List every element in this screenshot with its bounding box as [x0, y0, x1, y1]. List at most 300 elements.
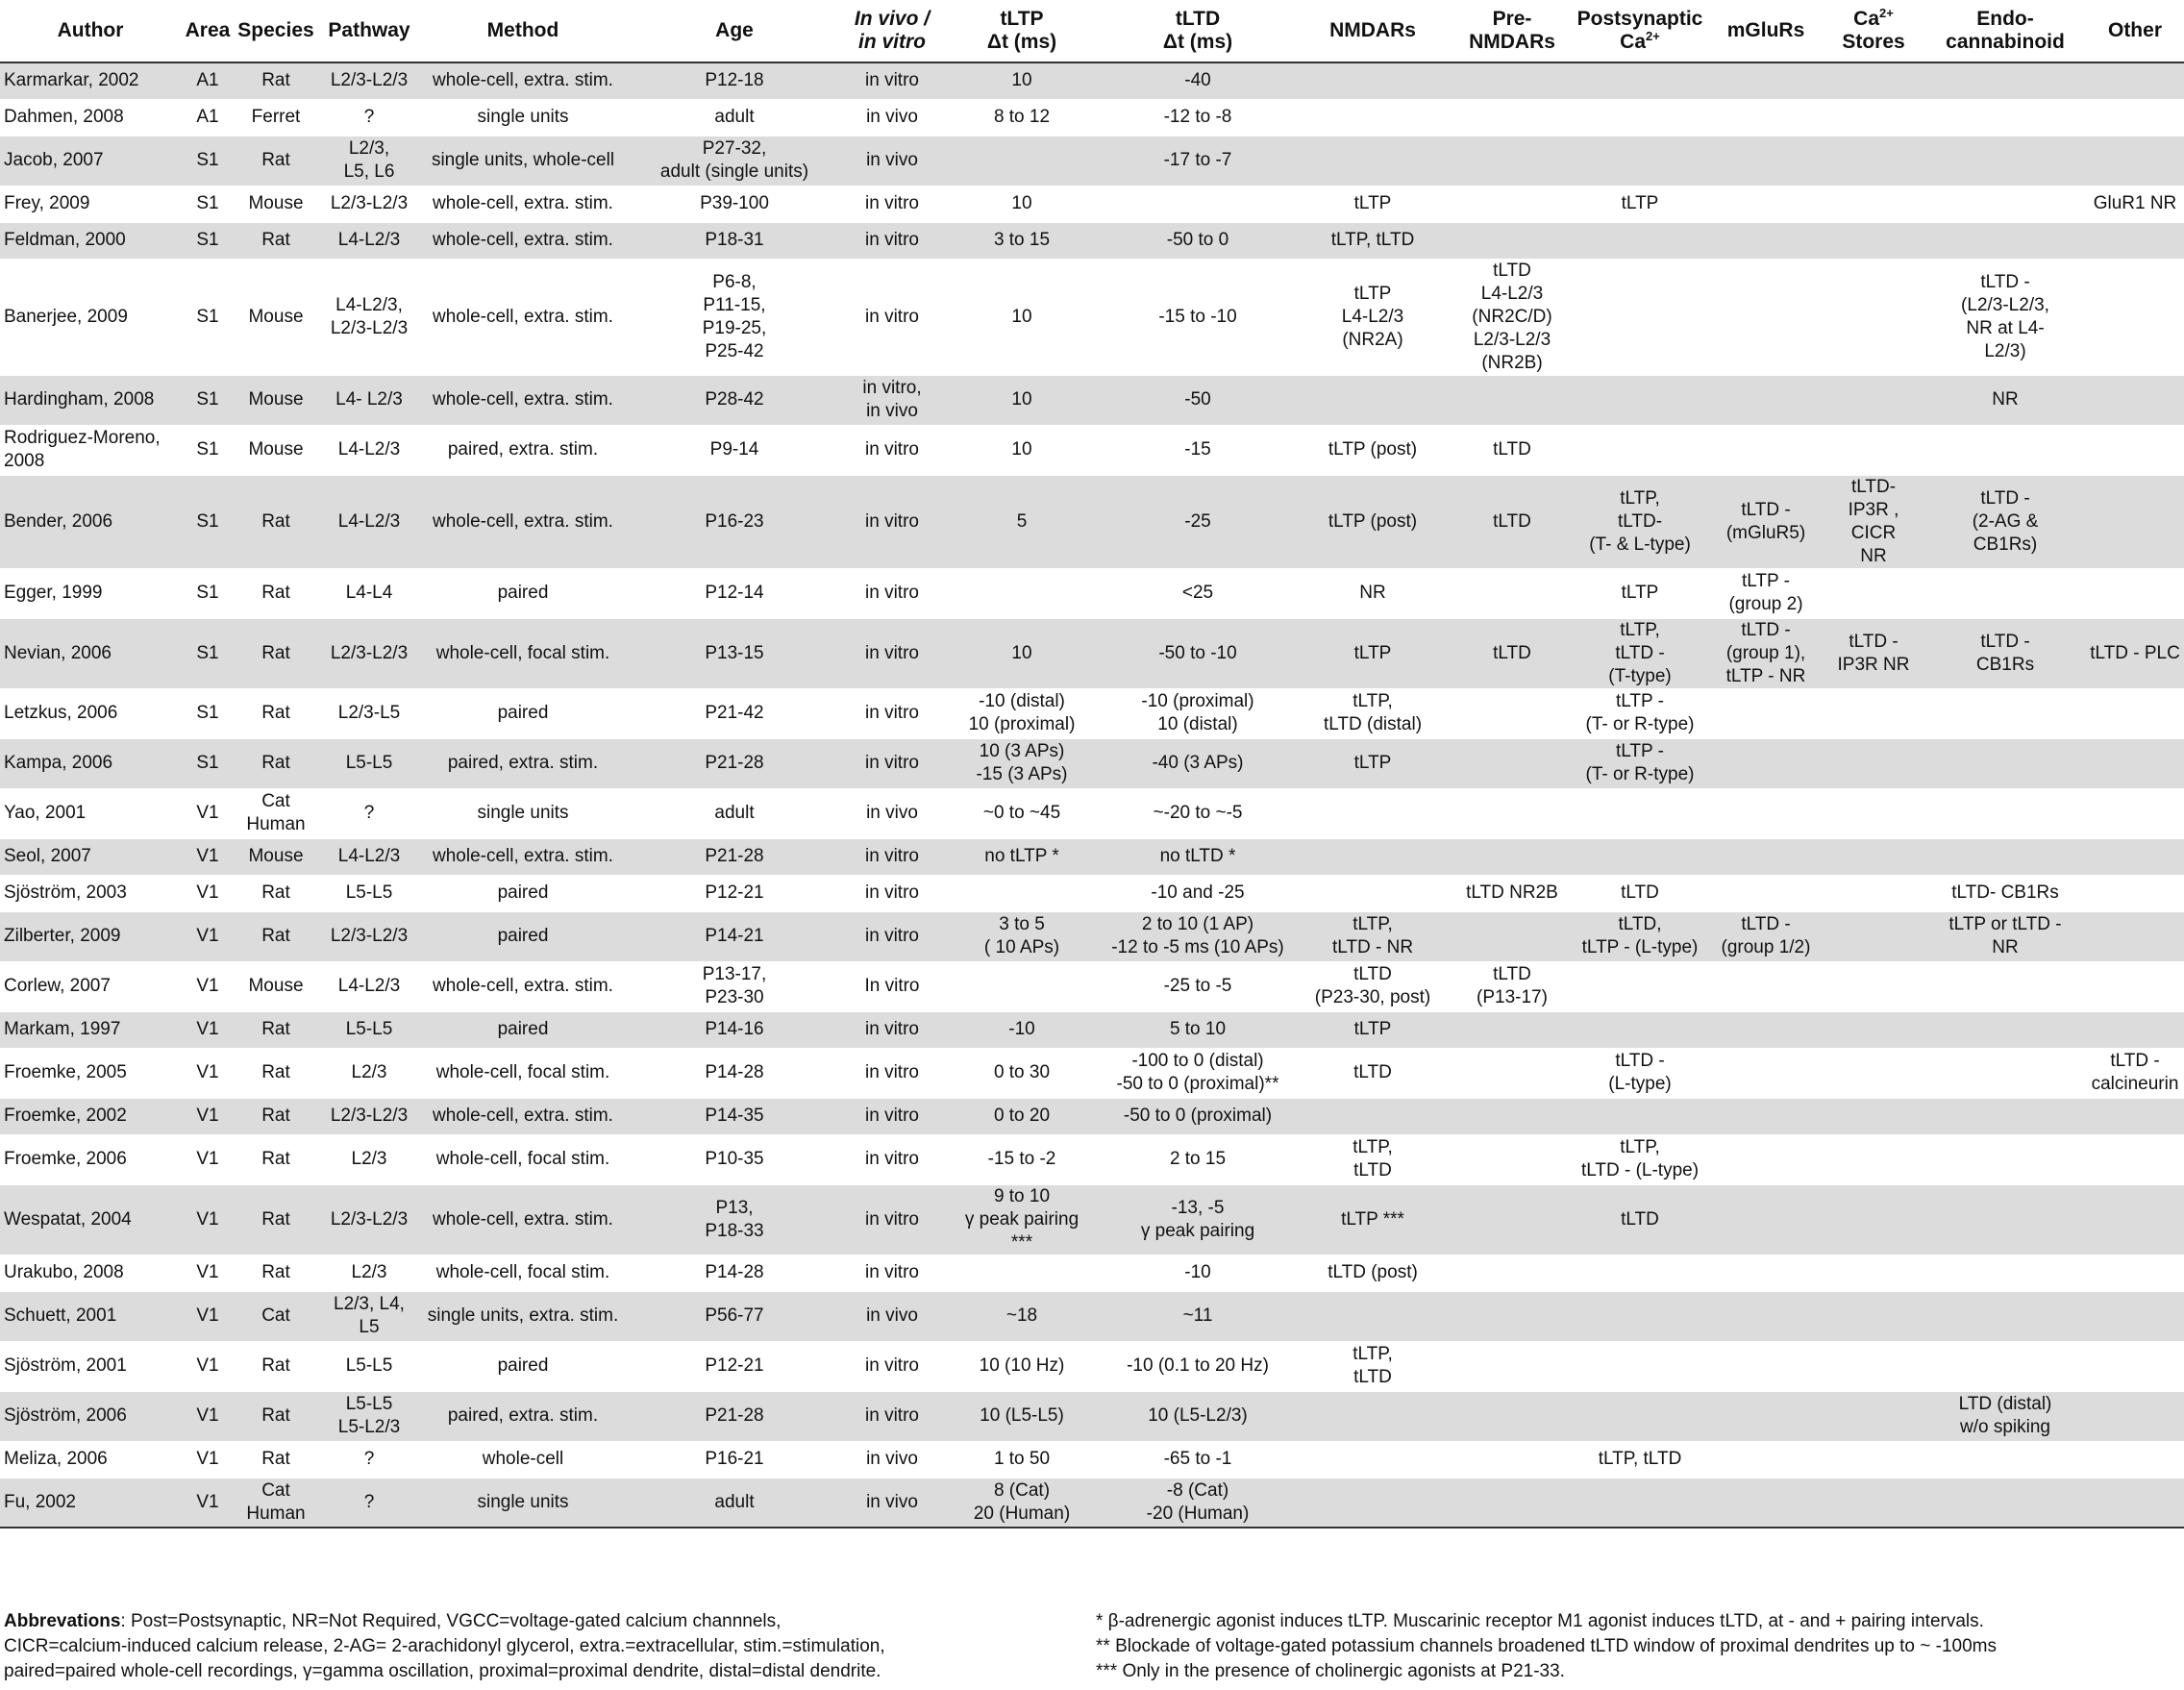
cell-method: paired: [421, 875, 625, 911]
cell-invivo: in vitro: [844, 875, 940, 911]
cell-species: Rat: [235, 1098, 317, 1134]
cell-area: S1: [181, 618, 235, 688]
cell-author: Banerjee, 2009: [0, 259, 181, 375]
cell-prenmdars: [1453, 136, 1571, 186]
cell-nmdars: [1292, 875, 1453, 911]
cell-age: P14-35: [625, 1098, 844, 1134]
cell-pathway: L2/3-L2/3: [317, 618, 421, 688]
cell-castores: [1823, 875, 1924, 911]
cell-prenmdars: [1453, 838, 1571, 875]
cell-other: [2086, 1011, 2184, 1048]
cell-postca: [1571, 222, 1709, 259]
cell-nmdars: [1292, 1098, 1453, 1134]
cell-prenmdars: tLTD L4-L2/3 (NR2C/D) L2/3-L2/3 (NR2B): [1453, 259, 1571, 375]
cell-pathway: L2/3-L2/3: [317, 911, 421, 961]
abbrev-label: Abbrevations: [4, 1611, 121, 1631]
cell-author: Froemke, 2006: [0, 1134, 181, 1184]
cell-prenmdars: [1453, 62, 1571, 99]
cell-area: V1: [181, 1184, 235, 1255]
cell-castores: [1823, 911, 1924, 961]
cell-pathway: L5-L5: [317, 738, 421, 788]
cell-mglurs: [1709, 875, 1823, 911]
cell-endo: tLTD - (L2/3-L2/3, NR at L4- L2/3): [1924, 259, 2086, 375]
cell-area: A1: [181, 62, 235, 99]
cell-castores: [1823, 222, 1924, 259]
cell-tltd: -10 (proximal) 10 (distal): [1104, 688, 1292, 738]
cell-species: Rat: [235, 911, 317, 961]
cell-other: [2086, 875, 2184, 911]
cell-pathway: L2/3-L2/3: [317, 186, 421, 222]
cell-age: P10-35: [625, 1134, 844, 1184]
cell-tltp: 3 to 5 ( 10 APs): [940, 911, 1104, 961]
cell-other: tLTD - calcineurin: [2086, 1048, 2184, 1098]
cell-prenmdars: tLTD: [1453, 425, 1571, 475]
cell-postca: tLTP - (T- or R-type): [1571, 738, 1709, 788]
cell-mglurs: [1709, 425, 1823, 475]
cell-postca: [1571, 1098, 1709, 1134]
cell-species: Rat: [235, 618, 317, 688]
cell-castores: [1823, 1478, 1924, 1528]
cell-castores: [1823, 1291, 1924, 1341]
cell-species: Ferret: [235, 99, 317, 136]
cell-prenmdars: [1453, 1255, 1571, 1291]
cell-postca: tLTD: [1571, 875, 1709, 911]
cell-castores: [1823, 1098, 1924, 1134]
cell-tltp: 0 to 30: [940, 1048, 1104, 1098]
cell-pathway: ?: [317, 788, 421, 838]
cell-nmdars: tLTP, tLTD: [1292, 1134, 1453, 1184]
cell-nmdars: tLTD (post): [1292, 1255, 1453, 1291]
cell-other: [2086, 1134, 2184, 1184]
cell-prenmdars: [1453, 1291, 1571, 1341]
cell-mglurs: [1709, 375, 1823, 425]
cell-author: Karmarkar, 2002: [0, 62, 181, 99]
cell-author: Fu, 2002: [0, 1478, 181, 1528]
cell-pathway: L4-L2/3: [317, 475, 421, 568]
cell-author: Frey, 2009: [0, 186, 181, 222]
footnote-3: *** Only in the presence of cholinergic agonists at P21-33.: [1096, 1661, 1565, 1681]
cell-invivo: in vitro, in vivo: [844, 375, 940, 425]
cell-postca: tLTD, tLTP - (L-type): [1571, 911, 1709, 961]
cell-endo: [1924, 136, 2086, 186]
cell-prenmdars: [1453, 1184, 1571, 1255]
cell-age: P12-21: [625, 1341, 844, 1391]
cell-species: Mouse: [235, 961, 317, 1011]
cell-pathway: L4-L2/3, L2/3-L2/3: [317, 259, 421, 375]
cell-invivo: in vitro: [844, 1011, 940, 1048]
cell-pathway: L2/3-L2/3: [317, 1184, 421, 1255]
cell-endo: [1924, 568, 2086, 618]
cell-tltd: -15: [1104, 425, 1292, 475]
cell-mglurs: [1709, 838, 1823, 875]
cell-age: P12-18: [625, 62, 844, 99]
cell-area: V1: [181, 1048, 235, 1098]
cell-castores: [1823, 688, 1924, 738]
cell-other: [2086, 1184, 2184, 1255]
cell-method: paired, extra. stim.: [421, 738, 625, 788]
col-header-prenmdars-line1: Pre-: [1492, 8, 1532, 30]
cell-mglurs: [1709, 1184, 1823, 1255]
cell-age: P27-32, adult (single units): [625, 136, 844, 186]
cell-method: whole-cell, focal stim.: [421, 618, 625, 688]
col-header-endo-line2: cannabinoid: [1946, 31, 2065, 53]
cell-pathway: L4-L2/3: [317, 425, 421, 475]
cell-tltd: -13, -5 γ peak pairing: [1104, 1184, 1292, 1255]
cell-postca: [1571, 136, 1709, 186]
cell-tltp: 1 to 50: [940, 1441, 1104, 1478]
cell-method: paired, extra. stim.: [421, 425, 625, 475]
cell-postca: [1571, 259, 1709, 375]
cell-postca: [1571, 99, 1709, 136]
cell-castores: [1823, 136, 1924, 186]
table-row: [0, 1341, 2184, 1391]
cell-author: Rodriguez-Moreno, 2008: [0, 425, 181, 475]
cell-method: whole-cell, focal stim.: [421, 1048, 625, 1098]
cell-tltp: -15 to -2: [940, 1134, 1104, 1184]
cell-mglurs: [1709, 259, 1823, 375]
col-header-postca: [1571, 0, 1709, 62]
cell-invivo: in vitro: [844, 688, 940, 738]
col-header-method: Method: [421, 0, 625, 62]
cell-age: P14-28: [625, 1048, 844, 1098]
cell-endo: tLTD- CB1Rs: [1924, 875, 2086, 911]
cell-endo: [1924, 1478, 2086, 1528]
cell-tltd: -50: [1104, 375, 1292, 425]
table-row: [0, 375, 2184, 425]
cell-age: P14-16: [625, 1011, 844, 1048]
cell-method: single units, whole-cell: [421, 136, 625, 186]
cell-area: V1: [181, 1291, 235, 1341]
table-row: [0, 911, 2184, 961]
cell-nmdars: [1292, 1291, 1453, 1341]
cell-author: Schuett, 2001: [0, 1291, 181, 1341]
cell-castores: [1823, 1255, 1924, 1291]
cell-tltp: 8 to 12: [940, 99, 1104, 136]
cell-prenmdars: [1453, 222, 1571, 259]
cell-tltd: -12 to -8: [1104, 99, 1292, 136]
cell-postca: [1571, 1011, 1709, 1048]
cell-species: Rat: [235, 1341, 317, 1391]
cell-age: adult: [625, 788, 844, 838]
cell-invivo: in vivo: [844, 99, 940, 136]
cell-age: P39-100: [625, 186, 844, 222]
cell-invivo: in vivo: [844, 1441, 940, 1478]
cell-age: P28-42: [625, 375, 844, 425]
footnote-1: * β-adrenergic agonist induces tLTP. Muscarinic receptor M1 agonist induces tLTD, at - and + pairing intervals.: [1096, 1611, 1984, 1631]
col-header-endo-line1: Endo-: [1976, 8, 2034, 30]
col-header-tltd: [1104, 0, 1292, 62]
cell-tltp: 10: [940, 425, 1104, 475]
cell-species: Rat: [235, 136, 317, 186]
cell-method: single units, extra. stim.: [421, 1291, 625, 1341]
cell-postca: [1571, 1255, 1709, 1291]
cell-age: P13-15: [625, 618, 844, 688]
cell-castores: [1823, 1391, 1924, 1441]
cell-method: whole-cell, focal stim.: [421, 1255, 625, 1291]
col-header-pathway: Pathway: [317, 0, 421, 62]
cell-endo: [1924, 1255, 2086, 1291]
cell-age: P9-14: [625, 425, 844, 475]
cell-prenmdars: [1453, 1441, 1571, 1478]
cell-pathway: L2/3-L2/3: [317, 1098, 421, 1134]
cell-tltp: [940, 875, 1104, 911]
cell-tltd: no tLTD *: [1104, 838, 1292, 875]
cell-postca: tLTP: [1571, 568, 1709, 618]
cell-postca: [1571, 425, 1709, 475]
cell-mglurs: [1709, 1291, 1823, 1341]
cell-nmdars: tLTP, tLTD - NR: [1292, 911, 1453, 961]
cell-endo: [1924, 1341, 2086, 1391]
cell-mglurs: [1709, 136, 1823, 186]
cell-prenmdars: [1453, 788, 1571, 838]
cell-prenmdars: [1453, 1478, 1571, 1528]
cell-prenmdars: tLTD (P13-17): [1453, 961, 1571, 1011]
cell-species: Mouse: [235, 259, 317, 375]
cell-method: whole-cell, extra. stim.: [421, 1098, 625, 1134]
cell-nmdars: [1292, 1478, 1453, 1528]
abbreviations-block: [4, 1609, 1080, 1684]
cell-method: whole-cell, focal stim.: [421, 1134, 625, 1184]
cell-castores: [1823, 186, 1924, 222]
cell-nmdars: tLTP L4-L2/3 (NR2A): [1292, 259, 1453, 375]
cell-other: [2086, 425, 2184, 475]
cell-species: Cat Human: [235, 788, 317, 838]
cell-invivo: in vivo: [844, 1291, 940, 1341]
cell-castores: [1823, 1341, 1924, 1391]
cell-species: Mouse: [235, 425, 317, 475]
cell-other: [2086, 475, 2184, 568]
cell-other: [2086, 1391, 2184, 1441]
cell-tltd: 5 to 10: [1104, 1011, 1292, 1048]
cell-method: whole-cell, extra. stim.: [421, 222, 625, 259]
cell-species: Mouse: [235, 838, 317, 875]
cell-invivo: in vitro: [844, 1134, 940, 1184]
cell-pathway: L4-L2/3: [317, 838, 421, 875]
cell-area: V1: [181, 1341, 235, 1391]
cell-author: Meliza, 2006: [0, 1441, 181, 1478]
col-header-nmdars: NMDARs: [1292, 0, 1453, 62]
cell-tltd: -10 and -25: [1104, 875, 1292, 911]
cell-postca: tLTP: [1571, 186, 1709, 222]
cell-invivo: in vitro: [844, 618, 940, 688]
table-row: [0, 688, 2184, 738]
cell-species: Mouse: [235, 375, 317, 425]
col-header-castores-line1: Ca: [1853, 8, 1880, 30]
col-header-invivo-line2: in vitro: [857, 31, 926, 53]
cell-tltd: -17 to -7: [1104, 136, 1292, 186]
cell-castores: [1823, 788, 1924, 838]
cell-endo: NR: [1924, 375, 2086, 425]
table-row: [0, 425, 2184, 475]
cell-prenmdars: [1453, 186, 1571, 222]
col-header-endo: [1924, 0, 2086, 62]
cell-author: Yao, 2001: [0, 788, 181, 838]
table-row: [0, 1098, 2184, 1134]
cell-pathway: L2/3-L5: [317, 688, 421, 738]
cell-author: Wespatat, 2004: [0, 1184, 181, 1255]
cell-area: V1: [181, 1391, 235, 1441]
cell-mglurs: [1709, 788, 1823, 838]
table-row: [0, 1291, 2184, 1341]
cell-author: Zilberter, 2009: [0, 911, 181, 961]
cell-nmdars: tLTP (post): [1292, 425, 1453, 475]
cell-prenmdars: tLTD: [1453, 618, 1571, 688]
cell-tltd: -40: [1104, 62, 1292, 99]
cell-method: paired, extra. stim.: [421, 1391, 625, 1441]
cell-method: paired: [421, 568, 625, 618]
cell-other: [2086, 375, 2184, 425]
cell-mglurs: [1709, 1478, 1823, 1528]
cell-nmdars: [1292, 136, 1453, 186]
cell-postca: [1571, 1391, 1709, 1441]
cell-tltp: 5: [940, 475, 1104, 568]
cell-author: Seol, 2007: [0, 838, 181, 875]
cell-area: V1: [181, 788, 235, 838]
cell-pathway: L5-L5: [317, 875, 421, 911]
cell-invivo: in vitro: [844, 1048, 940, 1098]
cell-invivo: in vitro: [844, 838, 940, 875]
cell-pathway: L2/3, L5, L6: [317, 136, 421, 186]
cell-area: V1: [181, 911, 235, 961]
cell-invivo: in vivo: [844, 788, 940, 838]
cell-nmdars: tLTP ***: [1292, 1184, 1453, 1255]
cell-castores: [1823, 568, 1924, 618]
cell-prenmdars: [1453, 911, 1571, 961]
col-header-invivo-line1: In vivo /: [854, 8, 931, 30]
col-header-postca-line1: Postsynaptic: [1576, 8, 1703, 30]
cell-tltp: 0 to 20: [940, 1098, 1104, 1134]
cell-endo: [1924, 961, 2086, 1011]
cell-prenmdars: [1453, 568, 1571, 618]
cell-nmdars: [1292, 99, 1453, 136]
cell-author: Jacob, 2007: [0, 136, 181, 186]
cell-tltp: 10: [940, 259, 1104, 375]
cell-other: [2086, 99, 2184, 136]
footnote-2: ** Blockade of voltage-gated potassium channels broadened tLTD window of proximal dendrites up to ~ -100ms: [1096, 1636, 1997, 1656]
table-row: [0, 1048, 2184, 1098]
table-row: [0, 222, 2184, 259]
col-header-mglurs: mGluRs: [1709, 0, 1823, 62]
cell-species: Rat: [235, 568, 317, 618]
table-row: [0, 618, 2184, 688]
abbrev-line1: [4, 1609, 1080, 1634]
cell-other: [2086, 788, 2184, 838]
cell-nmdars: [1292, 788, 1453, 838]
cell-mglurs: tLTP - (group 2): [1709, 568, 1823, 618]
cell-author: Dahmen, 2008: [0, 99, 181, 136]
cell-tltd: -25: [1104, 475, 1292, 568]
cell-pathway: L2/3: [317, 1048, 421, 1098]
table-row: [0, 788, 2184, 838]
cell-area: S1: [181, 475, 235, 568]
header-row: [0, 0, 2184, 62]
table-row: [0, 99, 2184, 136]
cell-area: A1: [181, 99, 235, 136]
cell-castores: [1823, 99, 1924, 136]
cell-species: Rat: [235, 688, 317, 738]
cell-pathway: L5-L5 L5-L2/3: [317, 1391, 421, 1441]
cell-tltp: 9 to 10 γ peak pairing ***: [940, 1184, 1104, 1255]
cell-age: P21-28: [625, 738, 844, 788]
cell-castores: [1823, 62, 1924, 99]
cell-tltp: 10: [940, 62, 1104, 99]
cell-nmdars: tLTD (P23-30, post): [1292, 961, 1453, 1011]
table-row: [0, 961, 2184, 1011]
cell-other: [2086, 1441, 2184, 1478]
cell-other: [2086, 222, 2184, 259]
cell-castores: [1823, 375, 1924, 425]
cell-age: P18-31: [625, 222, 844, 259]
cell-endo: [1924, 688, 2086, 738]
cell-invivo: in vitro: [844, 425, 940, 475]
cell-author: Froemke, 2002: [0, 1098, 181, 1134]
cell-endo: [1924, 62, 2086, 99]
table-row: [0, 738, 2184, 788]
cell-mglurs: [1709, 186, 1823, 222]
cell-tltp: 10: [940, 375, 1104, 425]
cell-species: Rat: [235, 1134, 317, 1184]
cell-invivo: in vitro: [844, 222, 940, 259]
cell-tltp: -10 (distal) 10 (proximal): [940, 688, 1104, 738]
cell-invivo: in vitro: [844, 186, 940, 222]
cell-prenmdars: [1453, 1391, 1571, 1441]
cell-other: [2086, 568, 2184, 618]
cell-area: S1: [181, 375, 235, 425]
col-header-castores-sup: 2+: [1879, 6, 1894, 20]
cell-area: S1: [181, 222, 235, 259]
cell-invivo: in vitro: [844, 1341, 940, 1391]
col-header-author: Author: [0, 0, 181, 62]
cell-area: V1: [181, 1478, 235, 1528]
cell-postca: tLTP, tLTD: [1571, 1441, 1709, 1478]
cell-invivo: in vivo: [844, 1478, 940, 1528]
cell-method: single units: [421, 1478, 625, 1528]
cell-castores: [1823, 1134, 1924, 1184]
cell-castores: [1823, 1011, 1924, 1048]
cell-other: [2086, 961, 2184, 1011]
cell-method: paired: [421, 1341, 625, 1391]
cell-mglurs: tLTD - (group 1), tLTP - NR: [1709, 618, 1823, 688]
cell-invivo: in vitro: [844, 911, 940, 961]
cell-author: Egger, 1999: [0, 568, 181, 618]
cell-invivo: in vitro: [844, 568, 940, 618]
cell-postca: tLTP, tLTD- (T- & L-type): [1571, 475, 1709, 568]
cell-age: P21-28: [625, 838, 844, 875]
cell-area: V1: [181, 1098, 235, 1134]
cell-endo: [1924, 186, 2086, 222]
cell-endo: [1924, 1011, 2086, 1048]
cell-tltd: -10 (0.1 to 20 Hz): [1104, 1341, 1292, 1391]
cell-author: Sjöström, 2003: [0, 875, 181, 911]
cell-nmdars: tLTP: [1292, 1011, 1453, 1048]
table-row: [0, 136, 2184, 186]
cell-tltp: [940, 961, 1104, 1011]
cell-tltp: [940, 136, 1104, 186]
cell-nmdars: [1292, 838, 1453, 875]
cell-castores: [1823, 259, 1924, 375]
cell-tltd: [1104, 186, 1292, 222]
cell-mglurs: tLTD - (mGluR5): [1709, 475, 1823, 568]
cell-area: S1: [181, 738, 235, 788]
cell-tltp: 10: [940, 186, 1104, 222]
cell-postca: [1571, 1341, 1709, 1391]
cell-species: Rat: [235, 1048, 317, 1098]
cell-postca: [1571, 838, 1709, 875]
cell-other: [2086, 1291, 2184, 1341]
cell-author: Nevian, 2006: [0, 618, 181, 688]
cell-pathway: L4- L2/3: [317, 375, 421, 425]
cell-species: Rat: [235, 1441, 317, 1478]
